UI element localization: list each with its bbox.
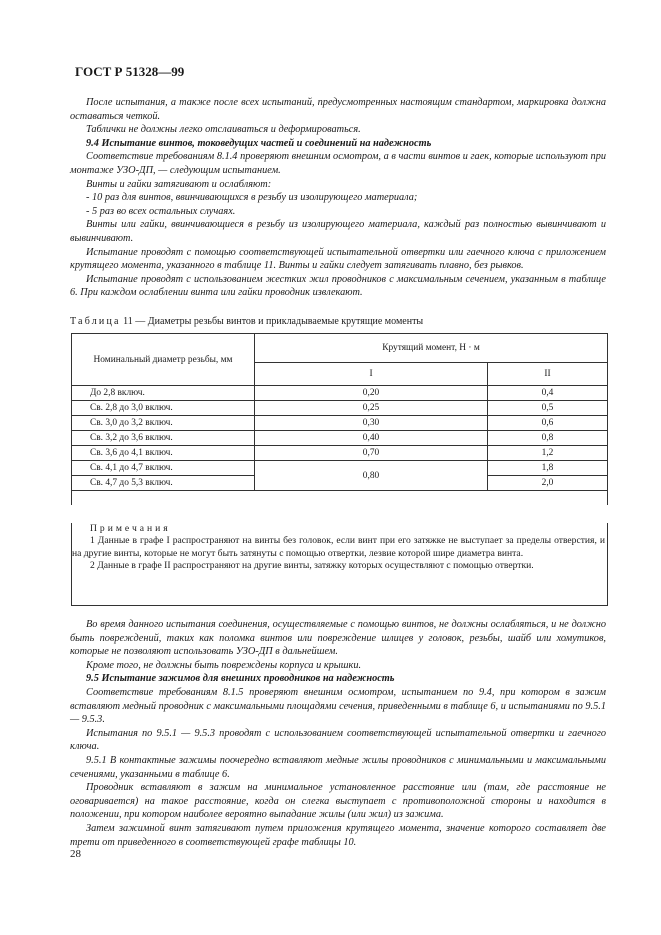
paragraph: Испытание проводят с использованием жестких жил проводников с максимальным сечением, указанным в таблице 6. При каждом ослаблении винта или гайки проводник извлекают. <box>70 273 606 299</box>
table-row <box>72 386 608 401</box>
paragraph: Затем зажимной винт затягивают путем приложения крутящего момента, значение которого составляет две трети от приведенного в соответствующей графе таблицы 10. <box>70 822 606 848</box>
cell-torque-II: 0,4 <box>488 386 608 401</box>
cell-torque-I: 0,20 <box>255 386 488 401</box>
cell-torque-II: 1,2 <box>488 446 608 461</box>
paragraph: Винты или гайки, ввинчивающиеся в резьбу из изолирующего материала, каждый раз полностью вывинчивают и вывинчивают. <box>70 219 606 244</box>
paragraph: Во время данного испытания соединения, осуществляемые с помощью винтов, не должны ослабляться, и не должно быть повреждений, таких как поломка винтов или повреждение шлицев у головок, резьбы, шайб или хомутиков, которые не позволяют использовать УЗО-ДП в дальнейшем. <box>70 619 606 658</box>
header-torque: Крутящий момент, Н · м <box>255 334 608 363</box>
table-caption-word: Таблица <box>70 316 121 327</box>
cell-torque-I: 0,40 <box>255 431 488 446</box>
paragraph: Соответствие требованиям 8.1.5 проверяют внешним осмотром, испытанием по 9.4, при котором в зажим вставляют медный проводник с максимальными площадями сечения, приведенными в таблице 6, и испытаниями по 9.5.1 — 9.5.3. <box>70 686 606 726</box>
paragraph: После испытания, а также после всех испытаний, предусмотренных настоящим стандартом, маркировка должна оставаться четкой. <box>70 97 606 122</box>
section-heading-9-4: 9.4 Испытание винтов, токоведущих частей и соединений на надежность <box>86 137 432 149</box>
notes-title: Примечания <box>90 523 171 534</box>
cell-torque-I: 0,70 <box>255 446 488 461</box>
torque-table <box>71 333 608 505</box>
table-spacer-row <box>72 491 608 506</box>
cell-diameter: Св. 4,1 до 4,7 включ. <box>72 461 255 476</box>
table-row <box>72 431 608 446</box>
paragraph: Проводник вставляют в зажим на минимальное установленное расстояние или (там, где расстояние не оговаривается) на такое расстояние, когда он слегка выступает с противоположной стороны и находится в положении, при котором наиболее вероятно выпадание жилы (или жил) из зажима. <box>70 782 606 821</box>
note-1: 1 Данные в графе I распространяют на винты без головок, если винт при его затяжке не выступает за пределы отверстия, и на другие винты, которые не могут быть затянуты с помощью отвертки, лезвие которой шире диаметра винта. <box>72 535 605 559</box>
paragraph: Кроме того, не должны быть повреждены корпуса и крышки. <box>86 659 362 671</box>
cell-diameter: Св. 2,8 до 3,0 включ. <box>72 401 255 416</box>
table-row <box>72 401 608 416</box>
list-item: - 5 раз во всех остальных случаях. <box>86 205 236 217</box>
text-block-bottom <box>70 618 606 849</box>
table-row <box>72 416 608 431</box>
header-diameter: Номинальный диаметр резьбы, мм <box>72 334 255 386</box>
cell-diameter: Св. 3,2 до 3,6 включ. <box>72 431 255 446</box>
standard-code: ГОСТ Р 51328—99 <box>75 64 185 79</box>
paragraph: Испытания по 9.5.1 — 9.5.3 проводят с использованием соответствующей испытательной отвертки и гаечного ключа. <box>70 727 606 753</box>
cell-diameter: Св. 4,7 до 5,3 включ. <box>72 476 255 491</box>
cell-torque-II: 0,8 <box>488 431 608 446</box>
table-caption-text: 11 — Диаметры резьбы винтов и прикладываемые крутящие моменты <box>123 316 424 327</box>
cell-diameter: Св. 3,0 до 3,2 включ. <box>72 416 255 431</box>
paragraph: Таблички не должны легко отслаиваться и деформироваться. <box>86 124 361 136</box>
cell-torque-I: 0,30 <box>255 416 488 431</box>
table-notes <box>71 523 608 606</box>
header-col-II: II <box>488 363 608 386</box>
paragraph: Винты и гайки затягивают и ослабляют: <box>86 178 272 190</box>
text-block-top <box>70 96 606 300</box>
cell-torque-I: 0,25 <box>255 401 488 416</box>
table-row <box>72 446 608 461</box>
table-row <box>72 461 608 476</box>
cell-diameter: Св. 3,6 до 4,1 включ. <box>72 446 255 461</box>
cell-torque-II: 2,0 <box>488 476 608 491</box>
list-item: - 10 раз для винтов, ввинчивающихся в резьбу из изолирующего материала; <box>86 192 418 204</box>
cell-torque-I: 0,80 <box>255 461 488 491</box>
cell-torque-II: 0,5 <box>488 401 608 416</box>
paragraph: Соответствие требованиям 8.1.4 проверяют внешним осмотром, а в части винтов и гаек, которые используют при монтаже УЗО-ДП, — следующим испытанием. <box>70 151 606 176</box>
cell-diameter: До 2,8 включ. <box>72 386 255 401</box>
table-caption <box>70 316 423 327</box>
paragraph: 9.5.1 В контактные зажимы поочередно вставляют медные жилы проводников с минимальными и максимальными сечениями, указанными в таблице 6. <box>70 754 606 780</box>
header-col-I: I <box>255 363 488 386</box>
section-heading-9-5: 9.5 Испытание зажимов для внешних проводников на надежность <box>86 673 395 685</box>
page-number: 28 <box>70 848 81 860</box>
cell-torque-II: 1,8 <box>488 461 608 476</box>
paragraph: Испытание проводят с помощью соответствующей испытательной отвертки или гаечного ключа с приложением крутящего момента, указанного в таблице 11. Винты и гайки следует затягивать плавно, без рывков. <box>70 246 606 272</box>
note-2: 2 Данные в графе II распространяют на другие винты, затяжку которых осуществляют с помощью отвертки. <box>90 559 534 571</box>
cell-torque-II: 0,6 <box>488 416 608 431</box>
